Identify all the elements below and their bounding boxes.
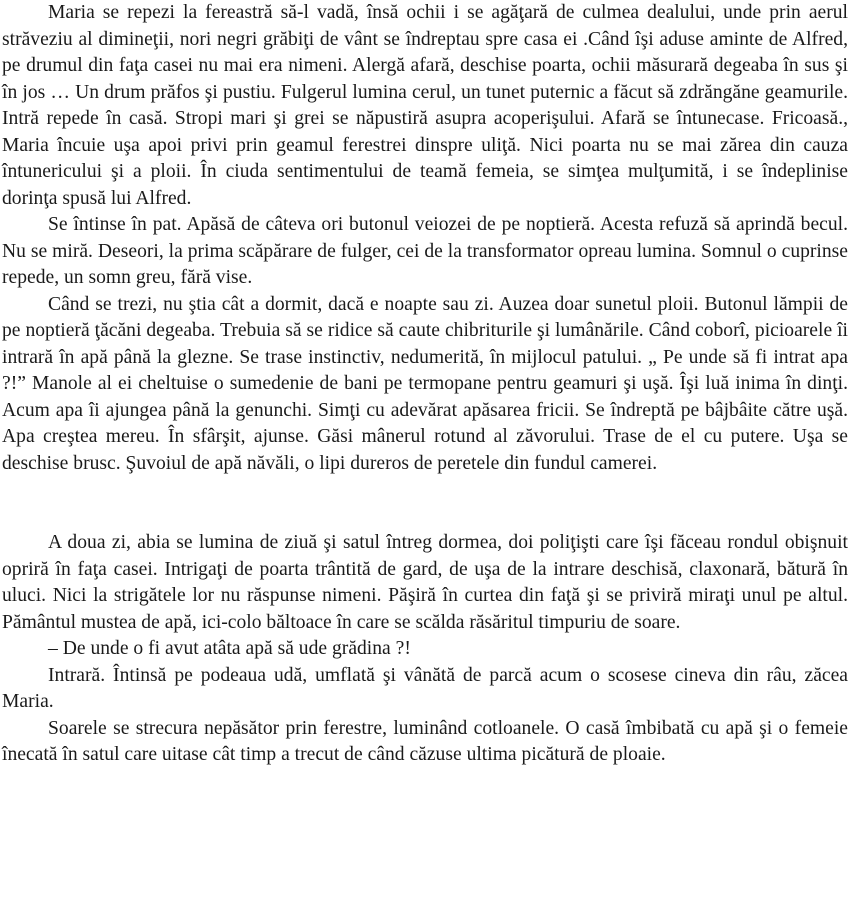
paragraph-flood: Când se trezi, nu ştia cât a dormit, dacă e noapte sau zi. Auzea doar sunetul ploii. Butonul lămpii de pe noptieră ţăcăni degeaba. Trebuia să se ridice să caute chibriturile şi lumânările. Când coborî, picioarele îi intrară în apă până la glezne. Se trase instinctiv, nedumerită, în mijlocul patului. „ Pe unde să fi intrat apa ?!” Manole al ei cheltuise o sumedenie de bani pe termopane pentru geamuri şi uşă. Îşi luă inima în dinţi. Acum apa îi ajungea până la genunchi. Simţi cu adevărat apăsarea fricii. Se îndreptă pe bâjbâite către uşă. Apa creştea mereu. În sfârşit, ajunse. Găsi mânerul rotund al zăvorului. Trase de el cu putere. Uşa se deschise brusc. Şuvoiul de apă năvăli, o lipi dureros de peretele din fundul camerei. — [2, 293, 848, 474]
document-page — [2, 0, 848, 769]
paragraph-window: Maria se repezi la fereastră să-l vadă, însă ochii i se agăţară de culmea dealului, unde prin aerul străveziu al dimineţii, nori negri grăbiţi de vânt se îndreptau spre casa ei .Când îşi aduse aminte de Alfred, pe drumul din faţa casei nu mai era nimeni. Alergă afară, deschise poarta, ochii măsurară degeaba în sus şi în jos … Un drum prăfos şi pustiu. Fulgerul lumina cerul, un tunet puternic a făcut să zdrăngăne geamurile. Intră repede în casă. Stropi mari şi grei se năpustiră asupra acoperişului. Afară se întunecase. Fricoasă., Maria încuie uşa apoi privi prin geamul ferestrei dinspre uliţă. Nici poarta nu se mai zărea din cauza întunericului şi a ploii. În ciuda sentimentului de teamă femeia, se simţea mulţumită, i se îndeplinise dorinţa spusă lui Alfred. — [2, 2, 848, 209]
section-gap — [2, 477, 848, 530]
paragraph-ending: Soarele se strecura nepăsător prin ferestre, luminând cotloanele. O casă îmbibată cu apă şi o femeie înecată în satul care uitase cât timp a trecut de când căzuse ultima picătură de ploaie. — [2, 717, 848, 765]
paragraph-bed: Se întinse în pat. Apăsă de câteva ori butonul veiozei de pe noptieră. Acesta refuză să aprindă becul. Nu se miră. Deseori, la prima scăpărare de fulger, cei de la transformator opreau lumina. Somnul o cuprinse repede, un somn greu, fără vise. — [2, 214, 848, 288]
paragraph-found: Intrară. Întinsă pe podeaua udă, umflată şi vânătă de parcă acum o scosese cineva din râu, zăcea Maria. — [2, 664, 848, 712]
paragraph-dialogue: – De unde o fi avut atâta apă să ude grădina ?! — [48, 638, 411, 659]
paragraph-next-day: A doua zi, abia se lumina de ziuă şi satul întreg dormea, doi poliţişti care îşi făceau rondul obişnuit opriră în faţa casei. Intrigaţi de poarta trântită de gard, de uşa de la intrare deschisă, claxonară, bătură în uluci. Nici la strigătele lor nu răspunse nimeni. Păşiră în curtea din faţă şi se priviră miraţi unul pe altul. Pământul mustea de apă, ici-colo băltoace în care se scălda răsăritul timpuriu de soare. — [2, 532, 848, 633]
